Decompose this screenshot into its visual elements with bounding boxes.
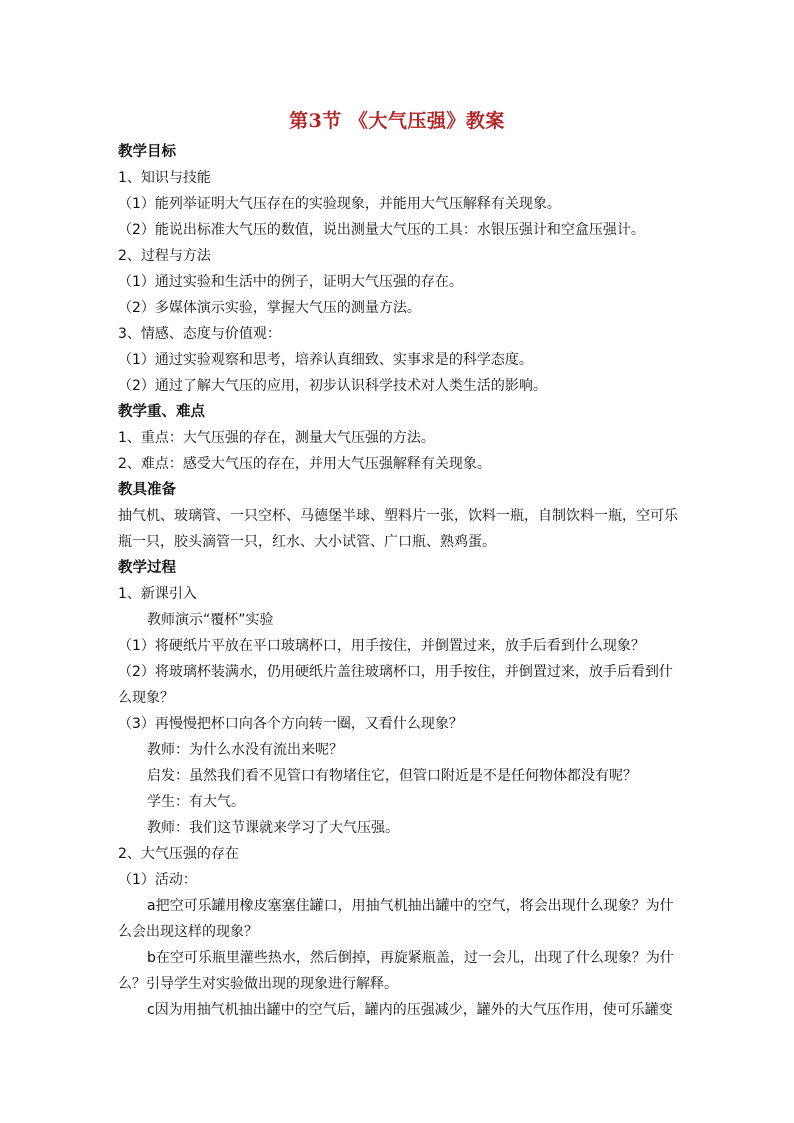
process-demo: 教师演示“覆杯”实验 xyxy=(147,612,274,628)
activity-b-text: 么？引导学生对实验做出现的现象进行解释。 xyxy=(118,976,398,992)
goals-subsection-2: 2、过程与方法 xyxy=(118,248,211,264)
page-title: 第3节 《大气压强》教案 xyxy=(289,110,505,132)
goals-item: （1）能列举证明大气压存在的实验现象，并能用大气压解释有关现象。 xyxy=(118,196,561,212)
dialogue-line: 启发：虽然我们看不见管口有物堵住它，但管口附近是不是任何物体都没有呢？ xyxy=(147,768,637,784)
goals-item: （2）能说出标准大气压的数值，说出测量大气压的工具：水银压强计和空盒压强计。 xyxy=(118,222,645,238)
goals-item: （2）多媒体演示实验，掌握大气压的测量方法。 xyxy=(118,300,421,316)
process-item: （2）将玻璃杯装满水，仍用硬纸片盖往玻璃杯口，用手按住，并倒置过来，放手后看到什 xyxy=(118,664,673,680)
process-step-1: 1、新课引入 xyxy=(118,586,197,602)
key-point-item: 2、难点：感受大气压的存在，并用大气压强解释有关现象。 xyxy=(118,456,491,472)
process-activity: （1）活动： xyxy=(118,872,197,888)
process-item: （1）将硬纸片平放在平口玻璃杯口，用手按住，并倒置过来，放手后看到什么现象？ xyxy=(118,638,645,654)
activity-a-text: 么会出现这样的现象？ xyxy=(118,924,258,940)
section-heading-goals: 教学目标 xyxy=(118,144,176,160)
goals-subsection-3: 3、情感、态度与价值观： xyxy=(118,326,281,342)
goals-item: （1）通过实验观察和思考，培养认真细致、实事求是的科学态度。 xyxy=(118,352,533,368)
goals-item: （1）通过实验和生活中的例子，证明大气压强的存在。 xyxy=(118,274,463,290)
dialogue-line: 教师：我们这节课就来学习了大气压强。 xyxy=(147,820,399,836)
section-heading-process: 教学过程 xyxy=(118,560,176,576)
section-heading-tools: 教具准备 xyxy=(118,482,176,498)
goals-item: （2）通过了解大气压的应用，初步认识科学技术对人类生活的影响。 xyxy=(118,378,547,394)
section-heading-key-points: 教学重、难点 xyxy=(118,404,205,420)
dialogue-line: 教师：为什么水没有流出来呢？ xyxy=(147,742,343,758)
tools-text: 抽气机、玻璃管、一只空杯、马德堡半球、塑料片一张，饮料一瓶，自制饮料一瓶，空可乐 xyxy=(118,508,678,524)
tools-text: 瓶一只，胶头滴管一只，红水、大小试管、广口瓶、熟鸡蛋。 xyxy=(118,534,496,550)
dialogue-line: 学生：有大气。 xyxy=(147,794,245,810)
activity-b-text: b在空可乐瓶里灌些热水，然后倒掉，再旋紧瓶盖，过一会儿，出现了什么现象？为什 xyxy=(147,950,674,966)
activity-c-text: c因为用抽气机抽出罐中的空气后，罐内的压强减少，罐外的大气压作用，使可乐罐变 xyxy=(147,1002,673,1018)
process-step-2: 2、大气压强的存在 xyxy=(118,846,239,862)
process-item-continued: 么现象？ xyxy=(118,690,174,706)
key-point-item: 1、重点：大气压强的存在，测量大气压强的方法。 xyxy=(118,430,435,446)
goals-subsection-1: 1、知识与技能 xyxy=(118,170,211,186)
activity-a-text: a把空可乐罐用橡皮塞塞住罐口，用抽气机抽出罐中的空气，将会出现什么现象？为什 xyxy=(147,898,674,914)
process-item: （3）再慢慢把杯口向各个方向转一圈，又看什么现象？ xyxy=(118,716,463,732)
